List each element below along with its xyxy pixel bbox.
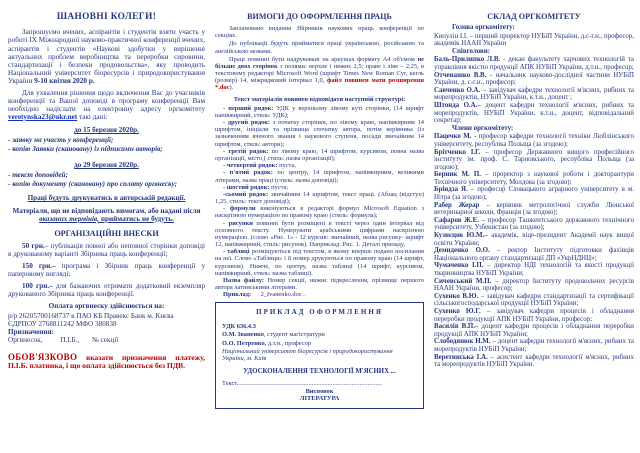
conference-date: 9-10 квітня 2020 р. [34, 76, 95, 85]
member-name: Бріндза Я. [433, 186, 468, 194]
structure-item [215, 148, 424, 162]
member-name: Брітченко І.Г. [433, 148, 481, 156]
structure-item [215, 191, 424, 205]
deadline-2-item: - копію документу (скановану) про сплату оргвнеску; [8, 180, 177, 189]
invitation-text: Запрошуємо вчених, аспірантів і студентів взяти участь у роботі ІХ Міжнародної науково-практичної конференції вчених, аспірантів і студентів «Наукові здобутки у вирішенні актуальних проблем виробництва та переробки сировини, стандартизації і безпеки продовольства», яку проводить Національний університет біоресурсів і природокористування України [8, 28, 206, 85]
member-name: Сичевський М.П. [433, 277, 492, 285]
member-entry [434, 171, 634, 186]
member-role: – ректор Інституту підготовки фахівців Національного органу стандартизації ДП «УкрНДНЦ»; [433, 247, 634, 262]
format-doc-extension: файл повинен мати розширення *.doc [215, 77, 424, 92]
member-entry [434, 149, 634, 172]
member-entry [434, 308, 634, 323]
fee-item [8, 242, 205, 258]
rejection-note-pre: Матеріали, що не відповідають вимогам, або надані після [12, 206, 201, 215]
filename-text: Номер секції, нижнє підкреслення, прізвище першого автора латинськими літерами. [215, 276, 424, 292]
invitation-paragraph [8, 28, 205, 84]
structure-item [215, 184, 424, 191]
payment-codes: ЄДРПОУ 2768811242 МФО 380838 [8, 320, 117, 329]
member-role: – завідувач кафедри процесів і обладнання переробки продукції АПК НУБіП України, професор; [433, 307, 634, 323]
cochair-entry [434, 56, 634, 71]
structure-item [215, 162, 424, 169]
structure-item-lead: -сьомий рядок: [223, 190, 269, 198]
member-name: Рабер Жерар [433, 201, 480, 209]
member-entry [434, 186, 634, 201]
cochair-entry [434, 87, 634, 102]
committee-head-label: Голова оргкомітету: [451, 24, 515, 32]
example-udc-text: УДК 636.4.3 [222, 323, 256, 331]
orgcommittee-email-link[interactable]: veretynska23@ukr.net [8, 113, 78, 122]
mandatory-rest: вказати призначення платежу, П.І.Б. платника, і що оплата здійснюється без ПДВ. [8, 352, 206, 371]
example-literature: ЛІТЕРАТУРА [299, 395, 340, 403]
member-role: – директор НДІ технологій та якості продукції тваринництва НУБіП України; [433, 262, 634, 278]
member-name: Василів В.П.– [433, 323, 479, 331]
rejection-note [8, 207, 205, 223]
structure-item-lead: - рисунки [223, 219, 253, 227]
member-name: Слободянюк Н.М. [433, 338, 491, 346]
left-title: ШАНОВНІ КОЛЕГИ! [56, 12, 157, 22]
structure-item-lead: - третій рядок: [223, 147, 269, 155]
cochair-name: Штонда О.А.– [433, 101, 481, 109]
member-name: Чумаченко І.П. [433, 262, 484, 270]
filename-example-text: 2_Ivanenko.doc . [251, 291, 305, 299]
fee-item [8, 262, 205, 278]
structure-item-lead: - четвертий рядок: [223, 162, 278, 170]
cochair-name: Савченко О.А. [433, 86, 481, 94]
structure-item-text: виконуються в редакторі формул Microsoft Equation з наскрізною нумерацією по правому краю (стиль: формула); [215, 205, 424, 220]
deadline-1-item: - копію Заявки (скановану) із підписами авторів; [8, 145, 163, 154]
member-role: академік, віце-президент Академії наук вищої освіти України; [433, 232, 634, 247]
format-text-d: ). [229, 84, 234, 92]
filename-rule [215, 277, 424, 291]
mandatory-payment-note [8, 352, 205, 371]
structure-item-text: повинні бути розміщені в тексті через один інтервал від основного тексту. Нумерувати арабськими цифрами наскрізною нумерацією. (слово «Рис. 1» - 12 курсив: звичайний, назва рисунку- шрифт 12, напівжирний, стиль: рисунок). Наприклад: Рис. 1. Деталі приладу, [215, 219, 424, 249]
fee-amount: 50 грн. [22, 241, 45, 250]
member-entry [434, 133, 634, 148]
example-paper-title: УДОСКОНАЛЕННЯ ТЕХНОЛОГІЇ М'ЯСНИХ ... [243, 368, 396, 376]
structure-item [215, 248, 424, 277]
structure-item-lead: - перший рядок: [223, 104, 274, 112]
mandatory-word: ОБОВ'ЯЗКОВО [8, 351, 78, 362]
submission-paragraph [8, 89, 205, 121]
member-role: – асистент кафедри технології м'ясних, рибних та морепродуктів НУБіП України. [433, 353, 634, 369]
example-organization: Національний університет біоресурсів і природокористування України, м. Київ [222, 347, 393, 362]
member-role: – доцент кафедри технології м'ясних, рибних та морепродуктів НУБіП України; [433, 338, 634, 353]
example-conclusion: Висновок [305, 387, 334, 395]
structure-item-text: УДК у верхньому лівому куті сторінки, (14 шрифт напівжирний, стиль: УДК); [215, 104, 424, 119]
fee-amount: 150 грн.– [22, 261, 56, 270]
cochair-role: доцент кафедри технології м'ясних, рибних та морепродуктів, НУБіП України, к.т.н., доцент, відповідальний секретар; [433, 101, 634, 125]
member-name: Пацечко М. [433, 133, 472, 141]
member-role: – проректор з наукової роботи і докторантури Технічного університету, Молдова (за згодою); [433, 171, 634, 186]
member-name: Берник М. П. [433, 171, 481, 179]
members-label: Члени оргкомітету: [451, 124, 514, 132]
member-entry [434, 217, 634, 232]
structure-item-lead: - формули [223, 205, 256, 213]
right-title: СКЛАД ОРГКОМІТЕТУ [487, 12, 581, 21]
cochair-role: - декан факультету харчових технологій та управління якістю продукції АПК НУБіП України, д.т.н., професор; [433, 56, 634, 71]
submission-text: Для ухвалення рішення щодо включення Вас до учасників конференції та Вашої доповіді в програму конференції Вам необхідно надіслати на електронну адресу оргкомітету [8, 88, 206, 113]
rejection-note-terms: вказаних термінів, [39, 214, 100, 223]
fee-text: для бажаючих отримати додатковий екземпляр друкованого Збірника праць конференції. [8, 282, 206, 299]
member-name: Кузнєцов Ю.М.– [433, 232, 488, 240]
column-requirements [215, 12, 424, 453]
mid-title: ВИМОГИ ДО ОФОРМЛЕННЯ ПРАЦЬ [247, 12, 392, 21]
req-paragraph-languages: До публікації будуть прийматися праці українською, російською та англійською мовами. [215, 40, 424, 55]
member-role: – директор Інституту продовольчих ресурсів НААН України, професор; [433, 277, 634, 293]
example-author-2 [222, 340, 417, 347]
req-paragraph-format [215, 56, 424, 92]
fee-text: програма і Збірник праць конференції у паперовому вигляді; [8, 261, 206, 279]
member-name: Демиденко О.О. [433, 247, 490, 255]
member-entry [434, 338, 634, 353]
example-author-1 [222, 331, 417, 338]
structure-item [215, 105, 424, 119]
structure-item [215, 119, 424, 148]
deadline-2-date: до 29 березня 2020р. [74, 161, 139, 170]
purpose-label-text: Призначення: [8, 328, 54, 337]
member-entry [434, 293, 634, 308]
structure-item [215, 169, 424, 183]
fee-item [8, 282, 205, 298]
payment-purpose-label [8, 328, 205, 336]
deadline-1-date: до 15 березня 2020р. [74, 126, 139, 135]
submission-text-post: такі дані: [77, 113, 108, 122]
member-entry [434, 247, 634, 262]
structure-item-text: по центру, 14 шрифтом, напівжирним, великими літерами, назва праці (стиль: назва доповіді); [215, 169, 424, 184]
req-paragraph-sections: Заплановано видання Збірників наукових праць конференції по секціях. [215, 25, 424, 40]
member-role: – керівник метрологічної служби Ліонської ветеринарної школи, Франція (за згодою); [433, 201, 634, 217]
cochair-entry [434, 102, 634, 125]
structure-item [215, 220, 424, 249]
member-role: доцент кафедри процесів і обладнання переробки продукції АПК НУБіП України; [433, 323, 634, 338]
structure-item-text: розміщуються під текстом, в якому вперше подано посилання на неї. Слово «Таблиця» і її номер друкуються по правому краю (14 шрифт, курсивом). Нижче, по центру, назва таблиці (14 шрифт, курсивом, напівжирний, стиль: назва таблиці). [215, 248, 424, 277]
example-author-1-role: , студент магістратури [263, 331, 325, 339]
cochair-name: Баль-Прилипко Л.В. [433, 56, 501, 64]
rejection-note-post: прийматись не будуть. [99, 214, 174, 223]
fee-amount: 100 грн.– [22, 282, 53, 291]
example-box-title: ПРИКЛАД ОФОРМЛЕННЯ [256, 308, 383, 317]
member-entry [434, 262, 634, 277]
fee-text: – публікація повної або неповної сторінки доповіді в друкованому варіанті Збірника праць конференції; [8, 241, 206, 258]
example-author-2-role: д.т.н., професор [266, 339, 312, 347]
structure-item-text: звичайним 14 шрифтом, текст праці. (Абзац (відступ) 1,25, стиль: текст доповіді); [215, 190, 424, 206]
column-invitation [8, 12, 205, 453]
payment-purpose-value: Оргвнесок, П.І.Б., № секції [8, 336, 119, 345]
member-entry [434, 202, 634, 217]
member-role: – професор Державного вищого професійного інституту ім. проф. С. Тарновського, республіка Польща (за згодою); [433, 148, 634, 171]
cochair-role: – завідувач кафедри технології м'ясних, рибних та морепродуктів, НУБіП України, к.т.н., доцент ; [433, 86, 634, 102]
member-entry [434, 232, 634, 247]
structure-item-text: з початку сторінки, по лівому краю, напівжирним 14 шрифтом, ініціали та прізвища спочатку автора, потім керівника (із зазначенням вченого звання і наукового ступеня, посади звичайним 14 шрифтом, стиль: автори); [215, 119, 424, 148]
member-entry [434, 354, 634, 369]
structure-item-lead: - таблиці [223, 248, 250, 256]
structure-item [215, 205, 424, 219]
structure-item-text: пуста; [269, 183, 289, 191]
member-entry [434, 278, 634, 293]
format-pages-limit: не більше двох сторінок [215, 55, 424, 70]
deadline-1-item: - заявку на участь у конференції; [8, 136, 114, 145]
member-name: Сухенко В.Ю. [433, 292, 479, 300]
structure-title: Текст матеріалів повинен відповідати наступній структурі: [233, 95, 406, 103]
example-text-placeholder: Текст........................................................................................... [222, 379, 383, 387]
deadline-2-item: - текст доповідей; [8, 171, 68, 180]
author-edition-note: Праці будуть друкуватись в авторській редакції. [27, 194, 186, 203]
example-udc [222, 323, 417, 330]
member-name: Веретинська І.А. [433, 353, 488, 361]
structure-item-text: пуста, [277, 162, 296, 170]
member-role: – професор Словацького аграрного університету в м. Нітра (за згодою); [433, 186, 634, 202]
member-name: Сухенко Ю.Г. [433, 307, 481, 315]
cochairs-label: Співголови: [451, 47, 491, 55]
member-role: - професор кафедри технології техніки Люблінського університету, республіка Польща (за згодою); [433, 133, 634, 148]
cochair-name: Отченашко В.В. [433, 71, 487, 79]
structure-item-lead: - п'ятий рядок: [223, 169, 273, 177]
structure-item-lead: - шостий рядок: [223, 183, 270, 191]
format-text-a: Праці повинні бути надруковані на аркушах формату А4 об'ємом [229, 55, 418, 63]
member-name: Сафаров Ж.Е. [433, 216, 479, 224]
member-role: – професор Ташкентського державного технічного університету, Узбекистан (за згодою); [433, 216, 634, 232]
filename-example-lead: Приклад: [223, 291, 252, 299]
payment-title: Оплата оргвнеску здійснюється на: [48, 302, 165, 311]
example-author-2-name: О.О. Петренко, [222, 339, 267, 347]
member-role: – завідувач кафедри стандартизації та сертифікації сільськогосподарської продукції НУБіП України; [433, 292, 634, 308]
payment-account: р/р 26205700168737 в ПАО КБ Правекс Банк м. Києва [8, 312, 174, 321]
example-author-1-name: О.М. Іваненко [222, 331, 264, 339]
member-entry [434, 323, 634, 338]
cochair-role: - начальник науково-дослідної частини НУБіП України, д. с-г.н., професор; [433, 71, 634, 87]
structure-item-lead: - другий рядок: [223, 119, 271, 127]
column-committee [434, 12, 634, 453]
formatting-example-box [215, 302, 424, 409]
fees-title: ОРГАНІЗАЦІЙНІ ВНЕСКИ [54, 228, 159, 238]
format-text-c: з полями: верхнє і нижнє 2,5; праве і ліве – 2,25, в текстовому редакторі Microsoft Word (шрифт Times New Roman Cyr, кегль (розмір) 14, міжрядковий інтервал 1,0, [215, 62, 424, 85]
filename-example [215, 291, 424, 298]
cochair-entry [434, 72, 634, 87]
structure-item-text: по лівому краю, 14 шрифтом, курсивом, повна назва організації, місто,( стиль: назва організації); [215, 147, 424, 162]
filename-lead: Назва файлу: [223, 276, 265, 284]
committee-head-entry: Кипулін І.І. – перший проректор НУБіП України, д.с-г.н., професор, академік НААН України [433, 32, 634, 48]
